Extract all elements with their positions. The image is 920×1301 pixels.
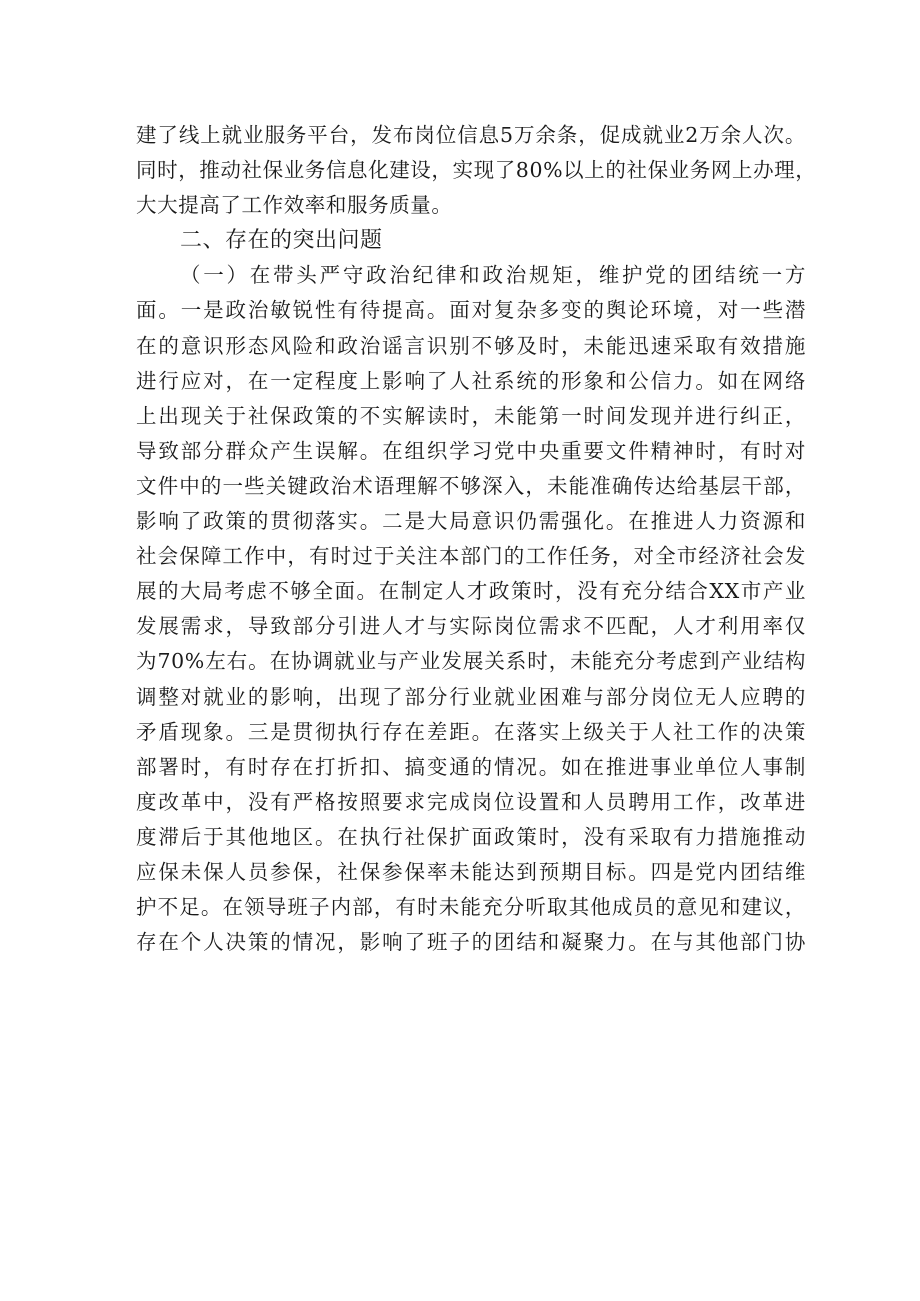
document-body xyxy=(136,118,817,960)
section-heading: 二、存在的突出问题 xyxy=(180,228,383,254)
text-line: 度滞后于其他地区。在执行社保扩面政策时，没有采取有力措施推动 xyxy=(136,824,806,849)
text-line: 护不足。在领导班子内部，有时未能充分听取其他成员的意见和建议， xyxy=(136,895,806,920)
text-line: 发展需求，导致部分引进人才与实际岗位需求不匹配，人才利用率仅 xyxy=(136,614,806,639)
paragraph-1 xyxy=(136,118,817,223)
text-line: 存在个人决策的情况，影响了班子的团结和凝聚力。在与其他部门协 xyxy=(136,930,806,955)
text-line: 度改革中，没有严格按照要求完成岗位设置和人员聘用工作，改革进 xyxy=(136,789,806,814)
text-line: 展的大局考虑不够全面。在制定人才政策时，没有充分结合XX市产业 xyxy=(136,579,806,604)
text-line: 调整对就业的影响，出现了部分行业就业困难与部分岗位无人应聘的 xyxy=(136,684,806,709)
text-line: 文件中的一些关键政治术语理解不够深入，未能准确传达给基层干部， xyxy=(136,473,806,498)
text-line: 应保未保人员参保，社保参保率未能达到预期目标。四是党内团结维 xyxy=(136,859,806,884)
text-line: 影响了政策的贯彻落实。二是大局意识仍需强化。在推进人力资源和 xyxy=(136,509,806,534)
text-line: 矛盾现象。三是贯彻执行存在差距。在落实上级关于人社工作的决策 xyxy=(136,719,806,744)
text-line: 为70%左右。在协调就业与产业发展关系时，未能充分考虑到产业结构 xyxy=(136,649,806,674)
text-line: 在的意识形态风险和政治谣言识别不够及时，未能迅速采取有效措施 xyxy=(136,333,806,358)
text-line: 部署时，有时存在打折扣、搞变通的情况。如在推进事业单位人事制 xyxy=(136,754,806,779)
text-line: 社会保障工作中，有时过于关注本部门的工作任务，对全市经济社会发 xyxy=(136,544,806,569)
text-line: 同时，推动社保业务信息化建设，实现了80%以上的社保业务网上办理， xyxy=(136,158,817,183)
text-line: 导致部分群众产生误解。在组织学习党中央重要文件精神时，有时对 xyxy=(136,438,806,463)
text-line: 上出现关于社保政策的不实解读时，未能第一时间发现并进行纠正， xyxy=(136,403,806,428)
text-line: 大大提高了工作效率和服务质量。 xyxy=(136,193,453,218)
text-line: 进行应对，在一定程度上影响了人社系统的形象和公信力。如在网络 xyxy=(136,368,806,393)
text-line: 面。一是政治敏锐性有待提高。面对复杂多变的舆论环境，对一些潜 xyxy=(136,298,806,323)
text-line: 建了线上就业服务平台，发布岗位信息5万余条，促成就业2万余人次。 xyxy=(136,123,806,147)
text-line: （一）在带头严守政治纪律和政治规矩，维护党的团结统一方 xyxy=(180,263,806,288)
paragraph-2 xyxy=(136,258,806,960)
